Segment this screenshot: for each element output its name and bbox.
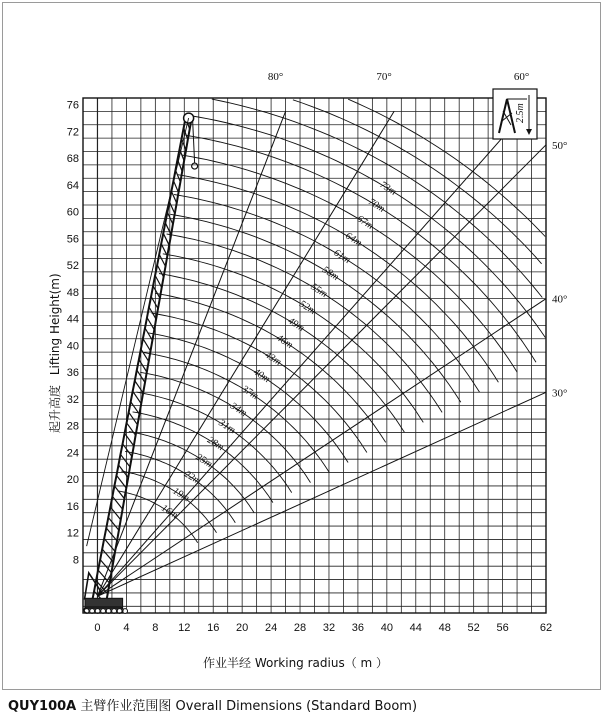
inset-label: 2.5m xyxy=(515,103,526,123)
x-tick-label: 28 xyxy=(293,622,307,634)
y-tick-label: 56 xyxy=(66,233,79,246)
figure-caption xyxy=(8,695,417,714)
angle-label: 60° xyxy=(513,71,530,83)
boom-length-label: 58m xyxy=(320,264,341,283)
y-tick-label: 60 xyxy=(66,206,79,219)
boom-arc xyxy=(159,274,405,433)
boom-arc xyxy=(152,313,367,452)
boom-length-label: 28m xyxy=(205,434,226,454)
x-axis-label-en: Working radius（ m ） xyxy=(254,656,389,670)
angle-label: 80° xyxy=(267,71,284,83)
boom-lacing xyxy=(94,118,190,605)
chart-frame xyxy=(2,2,601,690)
boom-length-label: 43m xyxy=(262,349,284,369)
y-tick-label: 76 xyxy=(66,99,79,112)
x-tick-label: 12 xyxy=(178,622,191,634)
boom-length-label: 16m xyxy=(159,502,180,522)
x-tick-label: 56 xyxy=(496,622,509,634)
boom-length-label: 52m xyxy=(297,298,318,318)
x-tick-label: 0 xyxy=(94,622,101,634)
x-tick-label: 8 xyxy=(152,622,159,634)
hook-block xyxy=(192,163,198,169)
x-axis-label-cn: 作业半经 xyxy=(203,656,252,670)
angle-label: 70° xyxy=(376,71,392,83)
boom-length-label: 37m xyxy=(239,383,261,403)
boom-arc xyxy=(182,155,518,372)
y-tick-label: 72 xyxy=(66,126,79,139)
boom-arc xyxy=(163,254,424,423)
working-range-chart xyxy=(3,3,600,689)
boom-arcs xyxy=(118,99,546,543)
x-tick-label: 44 xyxy=(409,622,422,634)
y-tick-label: 8 xyxy=(72,554,79,567)
caption-en: Overall Dimensions (Standard Boom) xyxy=(175,699,418,714)
y-axis-label-en: Lifting Height(m) xyxy=(48,273,62,376)
model-name: QUY100A xyxy=(8,699,77,714)
x-tick-label: 52 xyxy=(467,622,480,634)
boom-length-label: 55m xyxy=(308,281,330,300)
y-tick-label: 28 xyxy=(66,420,79,433)
hook-inset xyxy=(493,89,537,139)
caption-cn: 主臂作业范围图 xyxy=(80,699,172,714)
y-tick-label: 32 xyxy=(66,393,79,406)
x-tick-label: 16 xyxy=(207,622,220,634)
x-tick-label: 4 xyxy=(123,622,130,634)
x-tick-label: 40 xyxy=(380,622,393,634)
x-tick-label: 36 xyxy=(351,622,365,634)
boom-length-label: 73m xyxy=(377,179,399,198)
boom-length-label: 19m xyxy=(170,485,192,505)
y-tick-label: 20 xyxy=(66,474,79,487)
grid xyxy=(83,98,546,613)
y-tick-label: 12 xyxy=(66,527,79,540)
angle-label: 50° xyxy=(552,139,568,152)
y-tick-label: 68 xyxy=(66,153,79,166)
angle-ray xyxy=(97,145,546,596)
boom-length-label: 67m xyxy=(354,213,376,232)
x-tick-label: 48 xyxy=(438,622,451,634)
angle-label: 40° xyxy=(552,293,568,306)
y-tick-label: 64 xyxy=(66,179,79,192)
y-tick-label: 52 xyxy=(66,260,79,273)
y-axis-label xyxy=(47,273,62,433)
boom-length-label: 22m xyxy=(182,468,203,488)
x-tick-label: 62 xyxy=(539,622,553,634)
boom-length-label: 70m xyxy=(366,196,387,215)
y-axis-label-cn: 起升高度 xyxy=(48,384,62,433)
x-tick-label: 20 xyxy=(236,622,249,634)
boom-length-label: 64m xyxy=(343,230,364,249)
boom-length-label: 25m xyxy=(193,451,215,471)
boom-length-label: 49m xyxy=(285,315,307,335)
y-tick-label: 48 xyxy=(66,286,79,299)
boom-length-label: 34m xyxy=(228,400,249,420)
pendant-line xyxy=(87,118,192,546)
y-tick-label: 36 xyxy=(66,367,79,380)
angle-ray xyxy=(97,111,394,596)
x-tick-label: 32 xyxy=(322,622,336,634)
boom-arc xyxy=(185,135,536,362)
angle-label: 30° xyxy=(552,387,568,400)
boom-length-label: 40m xyxy=(251,366,272,386)
x-axis-label xyxy=(203,655,388,670)
boom-length-label: 61m xyxy=(331,247,353,266)
angle-ray xyxy=(97,299,546,597)
y-tick-label: 16 xyxy=(66,500,79,513)
y-tick-label: 44 xyxy=(66,313,79,326)
y-tick-label: 40 xyxy=(66,340,79,353)
x-tick-label: 24 xyxy=(264,622,278,634)
y-tick-label: 24 xyxy=(66,447,79,460)
boom-length-label: 31m xyxy=(216,417,238,437)
boom-length-label: 46m xyxy=(274,332,295,352)
